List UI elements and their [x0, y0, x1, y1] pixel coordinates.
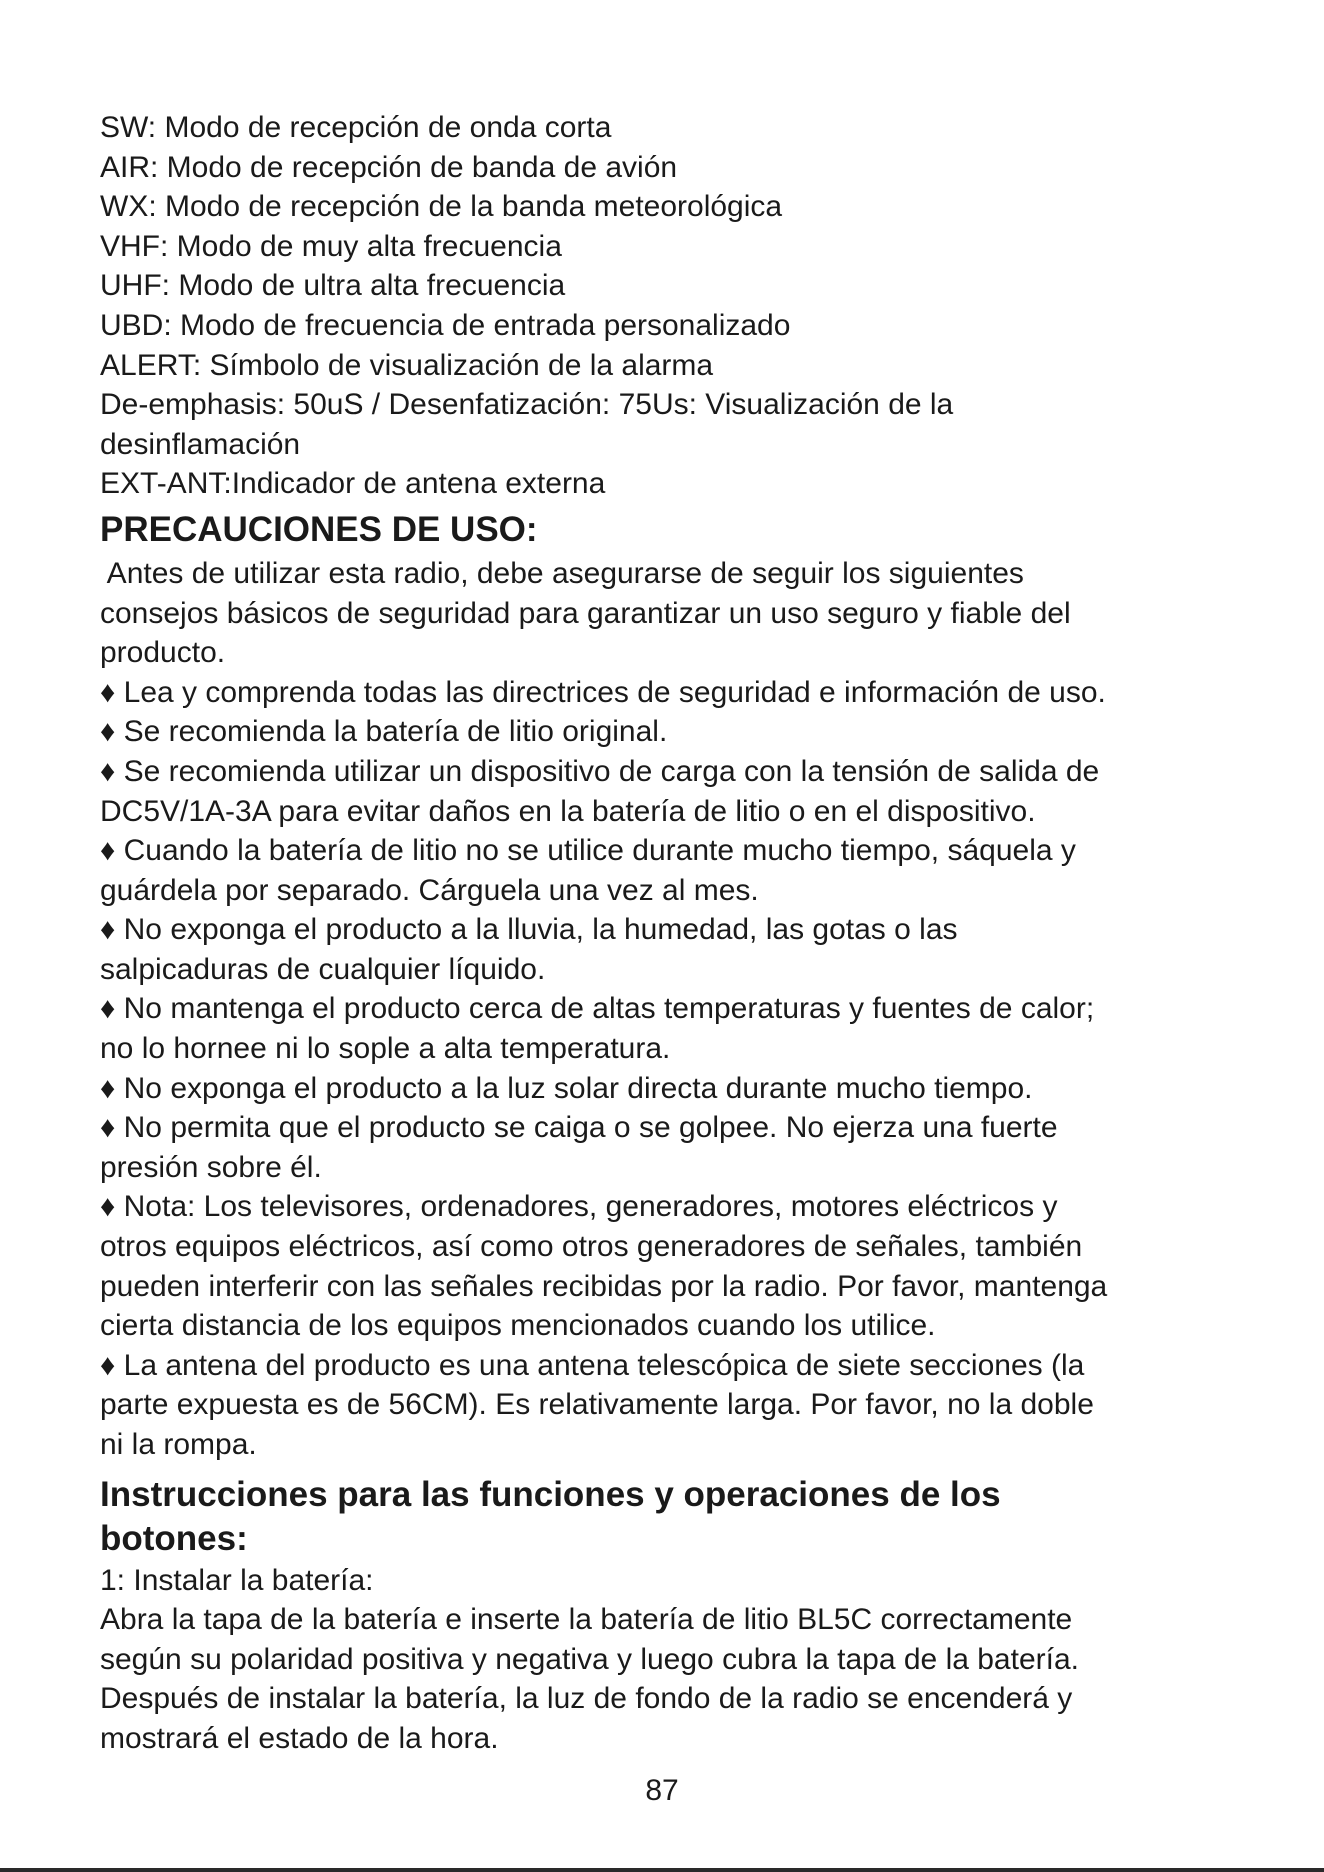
precaution-line: ♦ No exponga el producto a la luz solar directa durante mucho tiempo. [100, 1071, 1033, 1105]
precaution-line: producto. [100, 636, 226, 670]
precaution-line: guárdela por separado. Cárguela una vez al mes. [100, 873, 759, 907]
precautions-body [100, 554, 1230, 1465]
instruction-line: Abra la tapa de la batería e inserte la batería de litio BL5C correctamente [100, 1603, 1073, 1637]
mode-item: UHF: Modo de ultra alta frecuencia [100, 269, 566, 303]
precaution-line: pueden interferir con las señales recibidas por la radio. Por favor, mantenga [100, 1269, 1108, 1303]
mode-item: WX: Modo de recepción de la banda meteorológica [100, 190, 783, 224]
manual-page [100, 108, 1230, 1759]
instructions-body [100, 1561, 1230, 1759]
instruction-line: 1: Instalar la batería: [100, 1563, 374, 1597]
precaution-line: ♦ Cuando la batería de litio no se utilice durante mucho tiempo, sáquela y [100, 834, 1076, 868]
instructions-heading-line: Instrucciones para las funciones y operaciones de los [100, 1474, 1001, 1514]
page-number: 87 [645, 1774, 679, 1807]
precaution-line: ♦ La antena del producto es una antena telescópica de siete secciones (la [100, 1348, 1085, 1382]
mode-item: ALERT: Símbolo de visualización de la alarma [100, 348, 714, 382]
instruction-line: según su polaridad positiva y negativa y luego cubra la tapa de la batería. [100, 1642, 1079, 1676]
precaution-line: Antes de utilizar esta radio, debe asegurarse de seguir los siguientes [100, 556, 1024, 590]
precaution-line: presión sobre él. [100, 1150, 322, 1184]
precaution-line: cierta distancia de los equipos mencionados cuando los utilice. [100, 1309, 936, 1343]
mode-item: VHF: Modo de muy alta frecuencia [100, 229, 562, 263]
mode-item: desinflamación [100, 427, 301, 461]
mode-item: EXT-ANT:Indicador de antena externa [100, 467, 606, 501]
instructions-heading-line: botones: [100, 1518, 248, 1558]
precaution-line: ♦ Se recomienda la batería de litio original. [100, 715, 668, 749]
mode-item: UBD: Modo de frecuencia de entrada personalizado [100, 308, 791, 342]
precautions-heading: PRECAUCIONES DE USO: [100, 509, 538, 549]
precaution-line: ni la rompa. [100, 1428, 257, 1461]
precaution-line: otros equipos eléctricos, así como otros generadores de señales, también [100, 1230, 1083, 1264]
mode-item: SW: Modo de recepción de onda corta [100, 111, 612, 144]
mode-list [100, 108, 1230, 504]
precaution-line: consejos básicos de seguridad para garantizar un uso seguro y fiable del [100, 596, 1071, 630]
precaution-line: ♦ No permita que el producto se caiga o se golpee. No ejerza una fuerte [100, 1111, 1058, 1145]
precaution-line: ♦ Lea y comprenda todas las directrices de seguridad e información de uso. [100, 675, 1106, 709]
precaution-line: ♦ Se recomienda utilizar un dispositivo de carga con la tensión de salida de [100, 754, 1100, 788]
instruction-line: Después de instalar la batería, la luz de fondo de la radio se encenderá y [100, 1682, 1073, 1716]
precaution-line: DC5V/1A-3A para evitar daños en la batería de litio o en el dispositivo. [100, 794, 1036, 828]
precaution-line: ♦ No exponga el producto a la lluvia, la humedad, las gotas o las [100, 913, 958, 947]
precaution-line: ♦ No mantenga el producto cerca de altas temperaturas y fuentes de calor; [100, 992, 1095, 1026]
precaution-line: no lo hornee ni lo sople a alta temperatura. [100, 1032, 671, 1066]
mode-item: AIR: Modo de recepción de banda de avión [100, 150, 678, 184]
precaution-line: parte expuesta es de 56CM). Es relativamente larga. Por favor, no la doble [100, 1388, 1094, 1422]
instruction-line: mostrará el estado de la hora. [100, 1721, 499, 1755]
bottom-edge-bar [0, 1868, 1324, 1872]
mode-item: De-emphasis: 50uS / Desenfatización: 75Us: Visualización de la [100, 388, 954, 422]
precaution-line: salpicaduras de cualquier líquido. [100, 952, 546, 986]
precaution-line: ♦ Nota: Los televisores, ordenadores, generadores, motores eléctricos y [100, 1190, 1058, 1224]
instructions-heading [100, 1473, 1230, 1561]
